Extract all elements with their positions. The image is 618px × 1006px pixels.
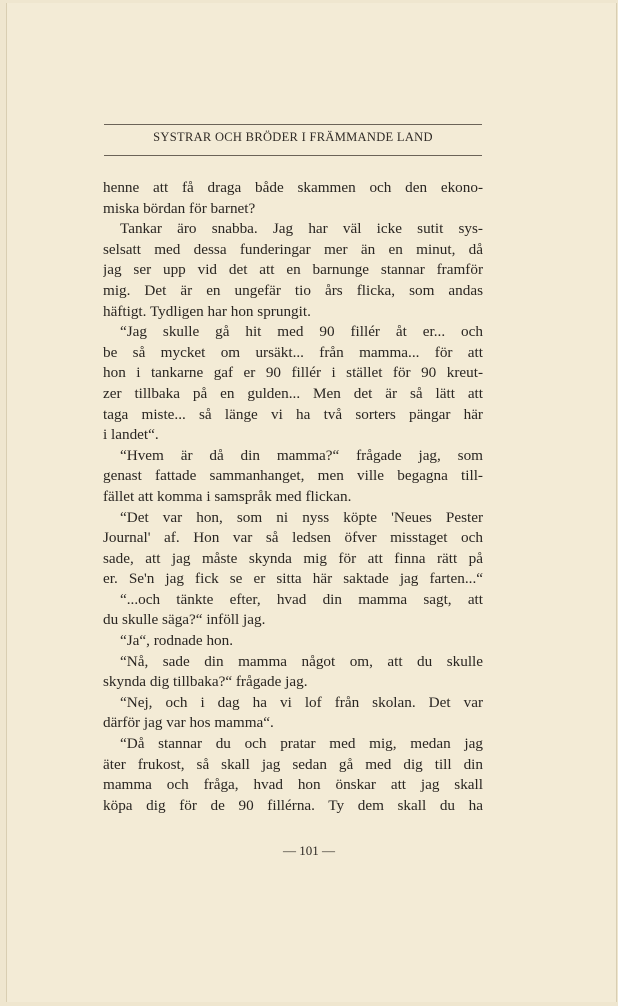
text-line: taga miste... så länge vi ha två sorters pängar här	[103, 405, 483, 423]
text-line: “Det var hon, som ni nyss köpte 'Neues Pester	[120, 508, 483, 526]
text-line: “Jag skulle gå hit med 90 fillér åt er... och	[120, 323, 483, 341]
text-line: mamma och fråga, hvad hon önskar att jag skall	[103, 776, 483, 794]
text-line: be så mycket om ursäkt... från mamma... för att	[103, 343, 483, 361]
text-line: genast fattade sammanhanget, men ville begagna till-	[103, 467, 483, 485]
text-line: “Hvem är då din mamma?“ frågade jag, som	[120, 446, 483, 464]
text-line: miska bördan för barnet?	[103, 199, 256, 217]
text-line: därför jag var hos mamma“.	[103, 714, 274, 732]
text-line: zer tillbaka på en gulden... Men det är så lätt att	[103, 384, 483, 402]
text-line: köpa dig för de 90 fillérna. Ty dem skall du ha	[103, 796, 483, 814]
text-line: sade, att jag måste skynda mig för att finna rätt på	[103, 549, 483, 567]
text-line: er. Se'n jag fick se er sitta här saktade jag farten...“	[103, 570, 483, 588]
text-line: “Nå, sade din mamma något om, att du skulle	[120, 652, 483, 670]
text-line: selsatt med dessa funderingar mer än en minut, då	[103, 240, 483, 258]
text-line: “Nej, och i dag ha vi lof från skolan. Det var	[120, 693, 483, 711]
text-line: “Ja“, rodnade hon.	[120, 632, 234, 650]
text-line: hon i tankarne gaf er 90 fillér i stället för 90 kreut-	[103, 364, 483, 382]
text-line: jag ser upp vid det att en barnunge stannar framför	[103, 261, 483, 279]
text-line: fället att komma i samspråk med flickan.	[103, 487, 352, 505]
page-number: — 101 —	[283, 843, 335, 858]
text-line: häftigt. Tydligen har hon sprungit.	[103, 302, 311, 320]
text-line: mig. Det är en ungefär tio års flicka, som andas	[103, 281, 483, 299]
header-rule-bottom	[104, 155, 482, 156]
text-line: skynda dig tillbaka?“ frågade jag.	[103, 673, 308, 691]
running-head: SYSTRAR OCH BRÖDER I FRÄMMANDE LAND	[153, 130, 433, 144]
text-line: henne att få draga både skammen och den ekono-	[103, 179, 483, 196]
text-line: “...och tänkte efter, hvad din mamma sagt, att	[120, 590, 483, 608]
body-text	[103, 178, 483, 816]
header-rule-top	[104, 124, 482, 125]
text-line: “Då stannar du och pratar med mig, medan jag	[120, 735, 483, 753]
text-line: i landet“.	[103, 426, 159, 444]
text-line: du skulle säga?“ inföll jag.	[103, 611, 266, 629]
text-line: Journal' af. Hon var så ledsen öfver misstaget och	[103, 529, 483, 547]
text-line: Tankar äro snabba. Jag har väl icke sutit sys-	[120, 220, 483, 238]
text-line: äter frukost, så skall jag sedan gå med dig till din	[103, 755, 483, 773]
